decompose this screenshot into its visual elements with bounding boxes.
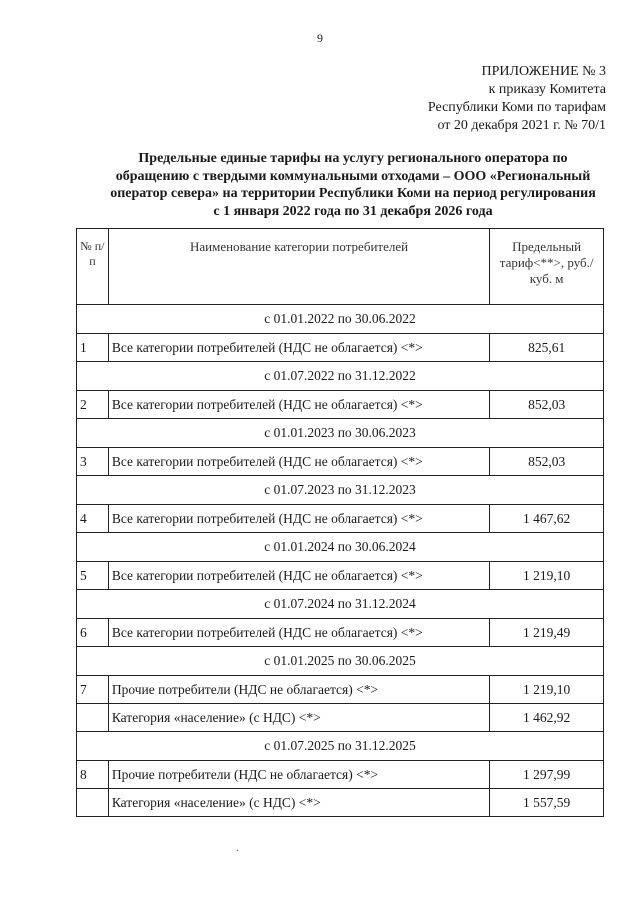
row-number bbox=[77, 704, 109, 732]
period-row bbox=[77, 362, 604, 391]
row-number: 3 bbox=[77, 448, 109, 476]
row-number: 2 bbox=[77, 391, 109, 419]
category-name: Категория «население» (с НДС) <*> bbox=[108, 789, 489, 817]
tariff-value: 1 219,10 bbox=[490, 562, 604, 590]
table-row bbox=[77, 505, 604, 533]
row-number: 6 bbox=[77, 619, 109, 647]
appendix-line: ПРИЛОЖЕНИЕ № 3 bbox=[481, 64, 606, 79]
table-row bbox=[77, 676, 604, 704]
row-number: 4 bbox=[77, 505, 109, 533]
appendix-header bbox=[428, 63, 606, 135]
row-number: 7 bbox=[77, 676, 109, 704]
header-tariff: Предельный тариф<**>, руб./куб. м bbox=[490, 229, 604, 305]
period-label: с 01.07.2024 по 31.12.2024 bbox=[77, 590, 604, 619]
category-name: Прочие потребители (НДС не облагается) <*> bbox=[108, 676, 489, 704]
period-row bbox=[77, 590, 604, 619]
row-number: 1 bbox=[77, 334, 109, 362]
page-number: 9 bbox=[317, 31, 323, 45]
table-row bbox=[77, 448, 604, 476]
category-name: Все категории потребителей (НДС не облагается) <*> bbox=[108, 619, 489, 647]
header-category: Наименование категории потребителей bbox=[108, 229, 489, 305]
table-row bbox=[77, 391, 604, 419]
appendix-line: от 20 декабря 2021 г. № 70/1 bbox=[437, 118, 606, 133]
category-name: Все категории потребителей (НДС не облагается) <*> bbox=[108, 391, 489, 419]
tariff-value: 852,03 bbox=[490, 448, 604, 476]
period-label: с 01.01.2024 по 30.06.2024 bbox=[77, 533, 604, 562]
title-line: Предельные единые тарифы на услугу регионального оператора по bbox=[138, 151, 568, 166]
category-name: Категория «население» (с НДС) <*> bbox=[108, 704, 489, 732]
period-label: с 01.01.2023 по 30.06.2023 bbox=[77, 419, 604, 448]
table-row bbox=[77, 562, 604, 590]
period-label: с 01.07.2023 по 31.12.2023 bbox=[77, 476, 604, 505]
tariff-value: 852,03 bbox=[490, 391, 604, 419]
row-number: 5 bbox=[77, 562, 109, 590]
table-row bbox=[77, 761, 604, 789]
table-body bbox=[77, 305, 604, 817]
period-row bbox=[77, 732, 604, 761]
appendix-line: Республики Коми по тарифам bbox=[427, 100, 606, 115]
tariff-value: 825,61 bbox=[490, 334, 604, 362]
category-name: Все категории потребителей (НДС не облагается) <*> bbox=[108, 448, 489, 476]
tariff-value: 1 557,59 bbox=[490, 789, 604, 817]
period-row bbox=[77, 533, 604, 562]
row-number: 8 bbox=[77, 761, 109, 789]
tariff-value: 1 219,49 bbox=[490, 619, 604, 647]
period-row bbox=[77, 647, 604, 676]
table-row bbox=[77, 334, 604, 362]
page-mark: · bbox=[236, 846, 240, 857]
period-label: с 01.01.2022 по 30.06.2022 bbox=[77, 305, 604, 334]
period-row bbox=[77, 476, 604, 505]
tariff-table bbox=[76, 228, 604, 817]
table-row bbox=[77, 619, 604, 647]
table-header-row bbox=[77, 229, 604, 305]
category-name: Все категории потребителей (НДС не облагается) <*> bbox=[108, 505, 489, 533]
category-name: Все категории потребителей (НДС не облагается) <*> bbox=[108, 334, 489, 362]
period-row bbox=[77, 419, 604, 448]
document-title bbox=[92, 150, 614, 220]
tariff-value: 1 462,92 bbox=[490, 704, 604, 732]
period-row bbox=[77, 305, 604, 334]
tariff-value: 1 467,62 bbox=[490, 505, 604, 533]
period-label: с 01.01.2025 по 30.06.2025 bbox=[77, 647, 604, 676]
title-line: оператор севера» на территории Республики Коми на период регулирования bbox=[110, 186, 596, 201]
title-line: с 1 января 2022 года по 31 декабря 2026 года bbox=[213, 203, 493, 219]
category-name: Прочие потребители (НДС не облагается) <*> bbox=[108, 761, 489, 789]
title-line: обращению с твердыми коммунальными отходами – ООО «Региональный bbox=[115, 168, 591, 184]
period-label: с 01.07.2022 по 31.12.2022 bbox=[77, 362, 604, 391]
row-number bbox=[77, 789, 109, 817]
period-label: с 01.07.2025 по 31.12.2025 bbox=[77, 732, 604, 761]
category-name: Все категории потребителей (НДС не облагается) <*> bbox=[108, 562, 489, 590]
tariff-value: 1 219,10 bbox=[490, 676, 604, 704]
appendix-line: к приказу Комитета bbox=[488, 82, 606, 97]
table-row bbox=[77, 704, 604, 732]
table-row bbox=[77, 789, 604, 817]
header-num: № п/п bbox=[77, 229, 109, 305]
tariff-value: 1 297,99 bbox=[490, 761, 604, 789]
